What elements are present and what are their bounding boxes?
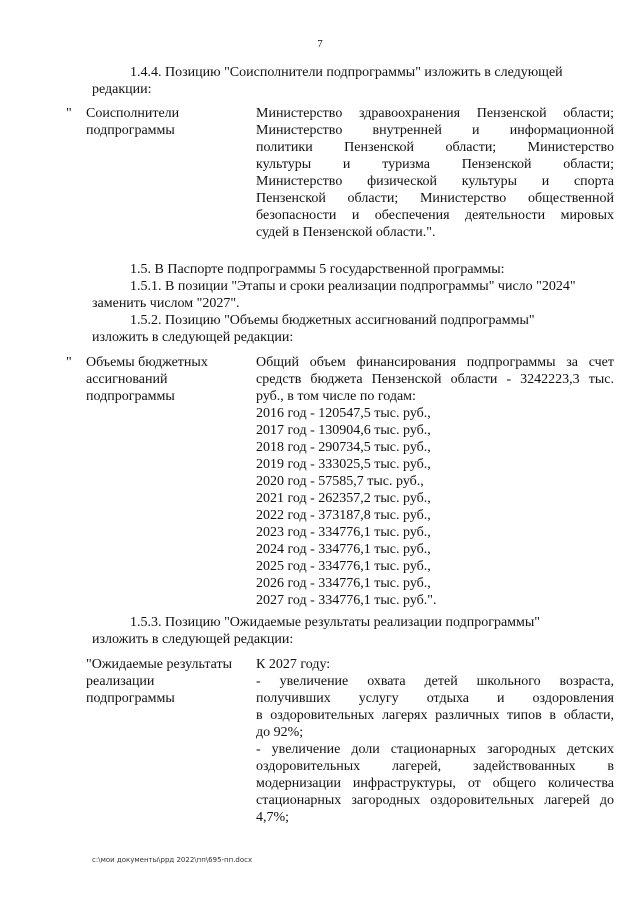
open-quote: " — [66, 106, 72, 121]
page-number: 7 — [317, 38, 323, 50]
year-line: 2024 год - 334776,1 тыс. руб., — [256, 542, 431, 557]
year-line: 2018 год - 290734,5 тыс. руб., — [256, 440, 431, 455]
results-line: стационарных загородных оздоровительных лагерей до — [256, 793, 614, 808]
year-line: 2022 год - 373187,8 тыс. руб., — [256, 508, 431, 523]
results-line: модернизации инфраструктуры, от общего количества — [256, 776, 614, 791]
results-line: получивших услугу отдыха и оздоровления — [256, 691, 614, 706]
results-line: в оздоровительных лагерях различных типов в области, — [256, 708, 614, 723]
year-line: 2019 год - 333025,5 тыс. руб., — [256, 457, 431, 472]
section-1-5-2: 1.5.2. Позицию "Объемы бюджетных ассигнований подпрограммы" — [130, 313, 535, 328]
year-line: 2026 год - 334776,1 тыс. руб., — [256, 576, 431, 591]
budget-value: Общий объем финансирования подпрограммы за счет средств бюджета Пензенской области - 3242223,3 тыс. руб., в том числе по годам: 2016 год - 120547,5 тыс. руб., 2017 год - 130904,6 тыс. руб., 2018 год - 290734,5 тыс. руб., 2019 год - 333025,5 тыс. руб., 2020 год - 57585,7 тыс. руб., 2021 год - 262357,2 тыс. руб., 2022 год - 373187,8 тыс. руб., 2023 год - 334776,1 тыс. руб., 2024 год - 334776,1 тыс. руб., 2025 год - 334776,1 тыс. руб., 2026 год - 334776,1 тыс. руб., 2027 год - 334776,1 тыс. руб.". — [256, 355, 614, 608]
section-1-4-4-heading-cont: редакции: — [92, 82, 152, 97]
section-1-5-3-cont: изложить в следующей редакции: — [92, 632, 294, 647]
open-quote: " — [66, 355, 72, 370]
budget-label: Объемы бюджетных ассигнований подпрограммы — [86, 355, 208, 404]
results-value — [256, 656, 614, 826]
results-line: К 2027 году: — [256, 657, 331, 672]
results-line: оздоровительных лагерей, задействованных в — [256, 759, 614, 774]
section-1-5-1-cont: заменить числом "2027". — [92, 296, 240, 311]
section-1-5-3: 1.5.3. Позицию "Ожидаемые результаты реализации подпрограммы" — [130, 615, 541, 630]
year-line: 2016 год - 120547,5 тыс. руб., — [256, 406, 431, 421]
results-line: 4,7%; — [256, 810, 290, 825]
section-1-5-2-cont: изложить в следующей редакции: — [92, 330, 294, 345]
section-1-5: 1.5. В Паспорте подпрограммы 5 государственной программы: — [130, 262, 505, 277]
section-1-5-1: 1.5.1. В позиции "Этапы и сроки реализации подпрограммы" число "2024" — [130, 279, 576, 294]
year-line: 2020 год - 57585,7 тыс. руб., — [256, 474, 424, 489]
year-line: 2023 год - 334776,1 тыс. руб., — [256, 525, 431, 540]
file-path-footer: c:\мои документы\ррд 2022\пп\695-пп.docx — [92, 856, 253, 864]
results-line: - увеличение доли стационарных загородных детских — [256, 742, 614, 757]
coexecutors-value: Министерство здравоохранения Пензенской области; Министерство внутренней и информационной политики Пензенской области; Министерство культуры и туризма Пензенской области; Министерство физической культуры и спорта Пензенской области; Министерство общественной безопасности и обеспечения деятельности мировых судей в Пензенской области.". — [256, 106, 614, 240]
results-line: до 92%; — [256, 725, 304, 740]
section-1-4-4-heading: 1.4.4. Позицию "Соисполнители подпрограммы" изложить в следующей — [130, 65, 563, 80]
results-label: "Ожидаемые результаты реализации подпрограммы — [86, 657, 233, 706]
year-line: 2027 год - 334776,1 тыс. руб.". — [256, 593, 437, 608]
coexecutors-label: Соисполнители подпрограммы — [86, 106, 180, 138]
year-line: 2025 год - 334776,1 тыс. руб., — [256, 559, 431, 574]
year-line: 2017 год - 130904,6 тыс. руб., — [256, 423, 431, 438]
results-line: - увеличение охвата детей школьного возраста, — [256, 674, 614, 689]
year-line: 2021 год - 262357,2 тыс. руб., — [256, 491, 431, 506]
